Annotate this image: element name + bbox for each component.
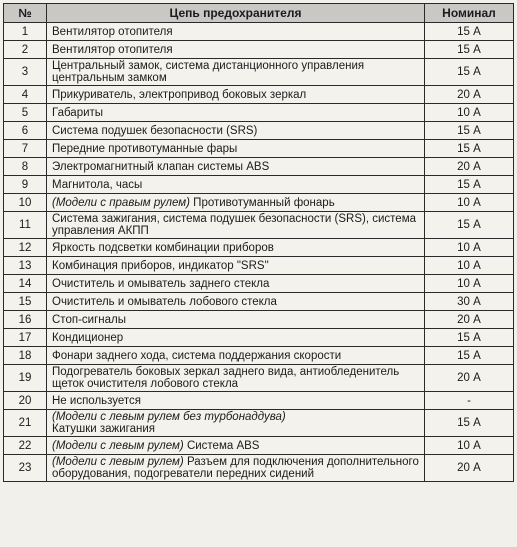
fuse-circuit bbox=[47, 410, 425, 437]
fuse-rating: - bbox=[425, 392, 514, 410]
fuse-rating: 20 А bbox=[425, 311, 514, 329]
fuse-number: 19 bbox=[4, 365, 47, 392]
fuse-circuit bbox=[47, 158, 425, 176]
fuse-rating: 15 А bbox=[425, 122, 514, 140]
fuse-rating: 10 А bbox=[425, 257, 514, 275]
table-row bbox=[4, 23, 514, 41]
table-row bbox=[4, 410, 514, 437]
fuse-rating: 10 А bbox=[425, 275, 514, 293]
circuit-text: Передние противотуманные фары bbox=[52, 142, 238, 155]
fuse-number: 4 bbox=[4, 86, 47, 104]
table-row bbox=[4, 311, 514, 329]
circuit-text: Магнитола, часы bbox=[52, 178, 143, 191]
fuse-circuit bbox=[47, 347, 425, 365]
fuse-rating: 10 А bbox=[425, 104, 514, 122]
fuse-rating: 15 А bbox=[425, 41, 514, 59]
fuse-number: 10 bbox=[4, 194, 47, 212]
circuit-text: Яркость подсветки комбинации приборов bbox=[52, 241, 274, 254]
table-row bbox=[4, 86, 514, 104]
fuse-number: 6 bbox=[4, 122, 47, 140]
fuse-number: 3 bbox=[4, 59, 47, 86]
circuit-text: Электромагнитный клапан системы ABS bbox=[52, 160, 270, 173]
fuse-circuit bbox=[47, 311, 425, 329]
table-row bbox=[4, 275, 514, 293]
circuit-text: Очиститель и омыватель заднего стекла bbox=[52, 277, 270, 290]
header-circuit: Цепь предохранителя bbox=[47, 4, 425, 23]
fuse-number: 23 bbox=[4, 455, 47, 482]
fuse-number: 14 bbox=[4, 275, 47, 293]
fuse-circuit bbox=[47, 140, 425, 158]
fuse-rating: 30 А bbox=[425, 293, 514, 311]
model-note: (Модели с левым рулем без турбонаддува) bbox=[52, 411, 286, 423]
circuit-text: Подогреватель боковых зеркал заднего вида, антиобледенитель щеток очистителя лобового стекла bbox=[52, 366, 400, 390]
fuse-table-body bbox=[4, 23, 514, 482]
fuse-table-header bbox=[4, 4, 514, 23]
fuse-circuit bbox=[47, 212, 425, 239]
table-row bbox=[4, 392, 514, 410]
circuit-text: Габариты bbox=[52, 106, 104, 119]
circuit-text: Не используется bbox=[52, 394, 142, 407]
fuse-circuit bbox=[47, 23, 425, 41]
fuse-circuit bbox=[47, 392, 425, 410]
fuse-number: 18 bbox=[4, 347, 47, 365]
fuse-circuit bbox=[47, 275, 425, 293]
table-row bbox=[4, 41, 514, 59]
circuit-text: Кондиционер bbox=[52, 331, 124, 344]
table-row bbox=[4, 104, 514, 122]
fuse-rating: 15 А bbox=[425, 140, 514, 158]
fuse-number: 9 bbox=[4, 176, 47, 194]
fuse-number: 15 bbox=[4, 293, 47, 311]
fuse-circuit bbox=[47, 455, 425, 482]
fuse-rating: 15 А bbox=[425, 212, 514, 239]
fuse-rating: 20 А bbox=[425, 86, 514, 104]
fuse-rating: 15 А bbox=[425, 59, 514, 86]
circuit-text: Стоп-сигналы bbox=[52, 313, 126, 326]
table-row bbox=[4, 176, 514, 194]
circuit-text: Разъем для подключения дополнительного оборудования, подогреватели передних сидений bbox=[52, 456, 419, 480]
fuse-rating: 15 А bbox=[425, 347, 514, 365]
circuit-text: Система зажигания, система подушек безопасности (SRS), система управления АКПП bbox=[52, 213, 417, 237]
fuse-number: 17 bbox=[4, 329, 47, 347]
fuse-rating: 20 А bbox=[425, 365, 514, 392]
fuse-rating: 15 А bbox=[425, 176, 514, 194]
fuse-number: 11 bbox=[4, 212, 47, 239]
header-rating: Номинал bbox=[425, 4, 514, 23]
fuse-circuit bbox=[47, 257, 425, 275]
fuse-number: 2 bbox=[4, 41, 47, 59]
fuse-rating: 20 А bbox=[425, 455, 514, 482]
fuse-rating: 10 А bbox=[425, 194, 514, 212]
circuit-text: Противотуманный фонарь bbox=[193, 196, 335, 209]
circuit-text: Центральный замок, система дистанционного управления центральным замком bbox=[52, 60, 365, 84]
fuse-number: 5 bbox=[4, 104, 47, 122]
table-row bbox=[4, 122, 514, 140]
model-note: (Модели с левым рулем) bbox=[52, 439, 184, 452]
fuse-circuit bbox=[47, 365, 425, 392]
fuse-number: 12 bbox=[4, 239, 47, 257]
table-row bbox=[4, 158, 514, 176]
fuse-number: 8 bbox=[4, 158, 47, 176]
fuse-circuit bbox=[47, 41, 425, 59]
fuse-circuit bbox=[47, 104, 425, 122]
fuse-circuit bbox=[47, 176, 425, 194]
fuse-circuit bbox=[47, 437, 425, 455]
circuit-text: Система ABS bbox=[186, 439, 260, 452]
fuse-circuit bbox=[47, 122, 425, 140]
table-row bbox=[4, 347, 514, 365]
fuse-rating: 10 А bbox=[425, 437, 514, 455]
header-row bbox=[4, 4, 514, 23]
fuse-rating: 15 А bbox=[425, 410, 514, 437]
table-row bbox=[4, 257, 514, 275]
fuse-circuit bbox=[47, 239, 425, 257]
table-row bbox=[4, 293, 514, 311]
fuse-number: 7 bbox=[4, 140, 47, 158]
fuse-number: 16 bbox=[4, 311, 47, 329]
fuse-circuit bbox=[47, 194, 425, 212]
fuse-table bbox=[3, 3, 514, 482]
fuse-rating: 15 А bbox=[425, 23, 514, 41]
circuit-text: Очиститель и омыватель лобового стекла bbox=[52, 295, 277, 308]
fuse-circuit bbox=[47, 86, 425, 104]
fuse-circuit bbox=[47, 293, 425, 311]
table-row bbox=[4, 194, 514, 212]
circuit-text: Система подушек безопасности (SRS) bbox=[52, 124, 258, 137]
fuse-rating: 15 А bbox=[425, 329, 514, 347]
circuit-text: Фонари заднего хода, система поддержания скорости bbox=[52, 349, 342, 362]
fuse-number: 22 bbox=[4, 437, 47, 455]
table-row bbox=[4, 140, 514, 158]
circuit-text: Прикуриватель, электропривод боковых зеркал bbox=[52, 88, 307, 101]
table-row bbox=[4, 437, 514, 455]
table-row bbox=[4, 239, 514, 257]
fuse-number: 21 bbox=[4, 410, 47, 437]
fuse-circuit bbox=[47, 329, 425, 347]
table-row bbox=[4, 59, 514, 86]
fuse-number: 13 bbox=[4, 257, 47, 275]
circuit-text: Вентилятор отопителя bbox=[52, 43, 173, 56]
fuse-rating: 20 А bbox=[425, 158, 514, 176]
fuse-number: 20 bbox=[4, 392, 47, 410]
fuse-circuit bbox=[47, 59, 425, 86]
circuit-text: Катушки зажигания bbox=[52, 423, 155, 435]
table-row bbox=[4, 212, 514, 239]
table-row bbox=[4, 455, 514, 482]
circuit-text: Вентилятор отопителя bbox=[52, 25, 173, 38]
model-note: (Модели с левым рулем) bbox=[52, 456, 184, 468]
table-row bbox=[4, 329, 514, 347]
model-note: (Модели с правым рулем) bbox=[52, 196, 190, 209]
circuit-text: Комбинация приборов, индикатор "SRS" bbox=[52, 259, 269, 272]
header-number: № bbox=[4, 4, 47, 23]
fuse-rating: 10 А bbox=[425, 239, 514, 257]
fuse-number: 1 bbox=[4, 23, 47, 41]
table-row bbox=[4, 365, 514, 392]
